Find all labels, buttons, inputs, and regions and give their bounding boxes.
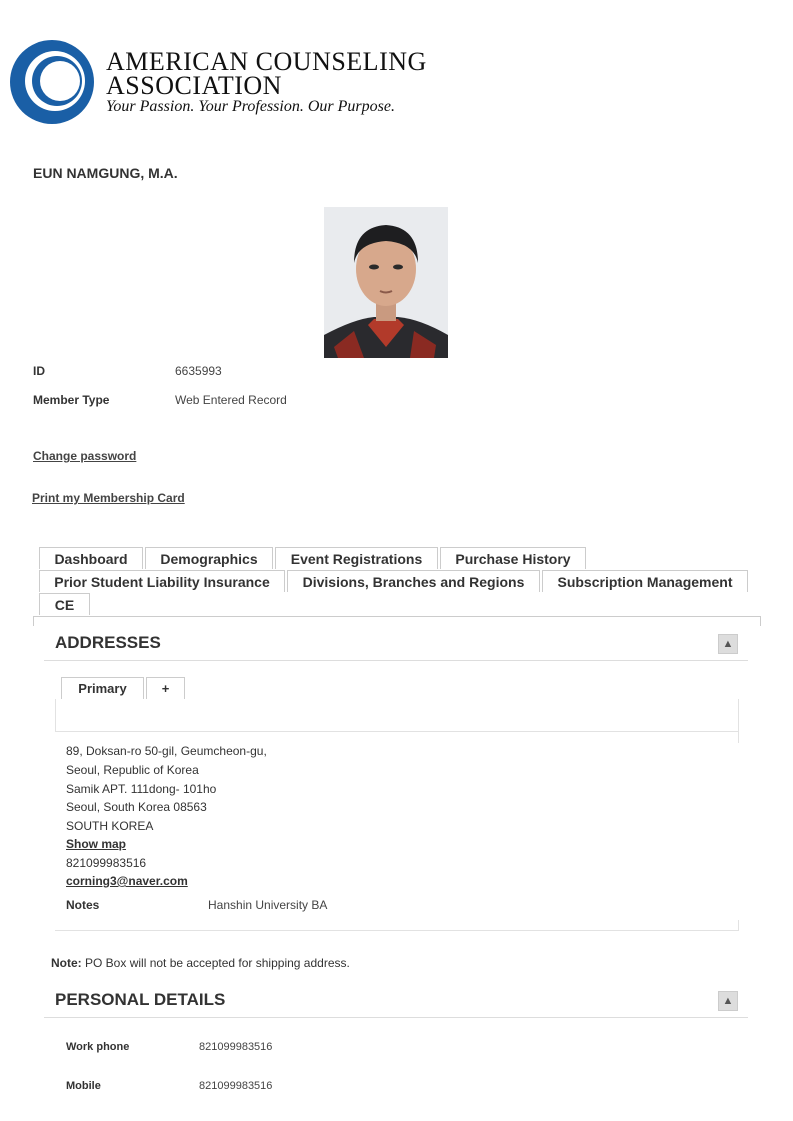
member-type-value: Web Entered Record: [175, 393, 287, 407]
tab-ce[interactable]: CE: [39, 593, 90, 615]
address-panel-bottom-right-border: [738, 920, 739, 930]
tab-purchase-history[interactable]: Purchase History: [440, 547, 586, 569]
personal-details-collapse-button[interactable]: [718, 991, 738, 1011]
chevron-up-icon: ▲: [722, 638, 734, 650]
chevron-up-icon: ▲: [722, 995, 734, 1007]
addresses-collapse-button[interactable]: [718, 634, 738, 654]
tabs-divider: [33, 616, 761, 617]
member-type-label: Member Type: [33, 393, 110, 407]
personal-details-section-title: PERSONAL DETAILS: [55, 990, 226, 1009]
mobile-label: Mobile: [66, 1080, 101, 1092]
member-photo-portrait-icon: [324, 207, 448, 358]
address-email-link[interactable]: corning3@naver.com: [66, 874, 188, 888]
address-panel-right-border: [738, 699, 739, 743]
tab-divisions-branches-regions[interactable]: Divisions, Branches and Regions: [287, 570, 540, 592]
address-phone: 821099983516: [66, 856, 147, 870]
work-phone-value: 821099983516: [199, 1041, 273, 1053]
aca-logo: [6, 36, 98, 128]
po-box-note-prefix: Note:: [51, 956, 82, 970]
print-membership-card-link[interactable]: Print my Membership Card: [32, 491, 185, 505]
logo-title-line2: ASSOCIATION: [106, 71, 282, 100]
tabs-panel-right-border: [760, 616, 761, 626]
tab-event-registrations[interactable]: Event Registrations: [275, 547, 438, 569]
tabs-panel-left-border: [33, 616, 34, 626]
address-line-2: Seoul, Republic of Korea: [66, 763, 199, 777]
show-map-link[interactable]: Show map: [66, 837, 127, 851]
tab-prior-student-liability-insurance[interactable]: Prior Student Liability Insurance: [39, 570, 285, 592]
id-value: 6635993: [175, 364, 222, 378]
aca-logo-ring-icon: [6, 36, 98, 128]
tab-demographics[interactable]: Demographics: [145, 547, 273, 569]
add-address-tab[interactable]: +: [146, 677, 185, 699]
address-line-4: Seoul, South Korea 08563: [66, 800, 207, 814]
tab-subscription-management[interactable]: Subscription Management: [542, 570, 748, 592]
addresses-header-divider: [44, 660, 748, 661]
address-line-5: SOUTH KOREA: [66, 819, 154, 833]
logo-title-line1: AMERICAN COUNSELING: [106, 47, 427, 76]
change-password-link[interactable]: Change password: [33, 449, 137, 463]
address-tab-primary[interactable]: Primary: [61, 677, 144, 699]
logo-tagline: Your Passion. Your Profession. Our Purpose.: [106, 98, 395, 115]
id-label: ID: [33, 364, 45, 378]
po-box-note: [51, 956, 350, 970]
work-phone-label: Work phone: [66, 1041, 130, 1053]
address-panel-top-divider: [55, 731, 739, 732]
personal-details-header-divider: [44, 1017, 748, 1018]
address-line-3: Samik APT. 111dong- 101ho: [66, 782, 217, 796]
member-photo: [324, 207, 448, 358]
mobile-value: 821099983516: [199, 1080, 273, 1092]
address-line-1: 89, Doksan-ro 50-gil, Geumcheon-gu,: [66, 744, 267, 758]
address-notes-value: Hanshin University BA: [208, 898, 328, 912]
addresses-section-title: ADDRESSES: [55, 633, 161, 652]
address-notes-label: Notes: [66, 898, 100, 912]
address-panel-bottom-divider: [55, 930, 739, 931]
address-panel-left-border: [55, 699, 56, 731]
member-name: EUN NAMGUNG, M.A.: [33, 165, 178, 181]
tab-dashboard[interactable]: Dashboard: [39, 547, 143, 569]
po-box-note-text: PO Box will not be accepted for shipping address.: [81, 956, 350, 970]
